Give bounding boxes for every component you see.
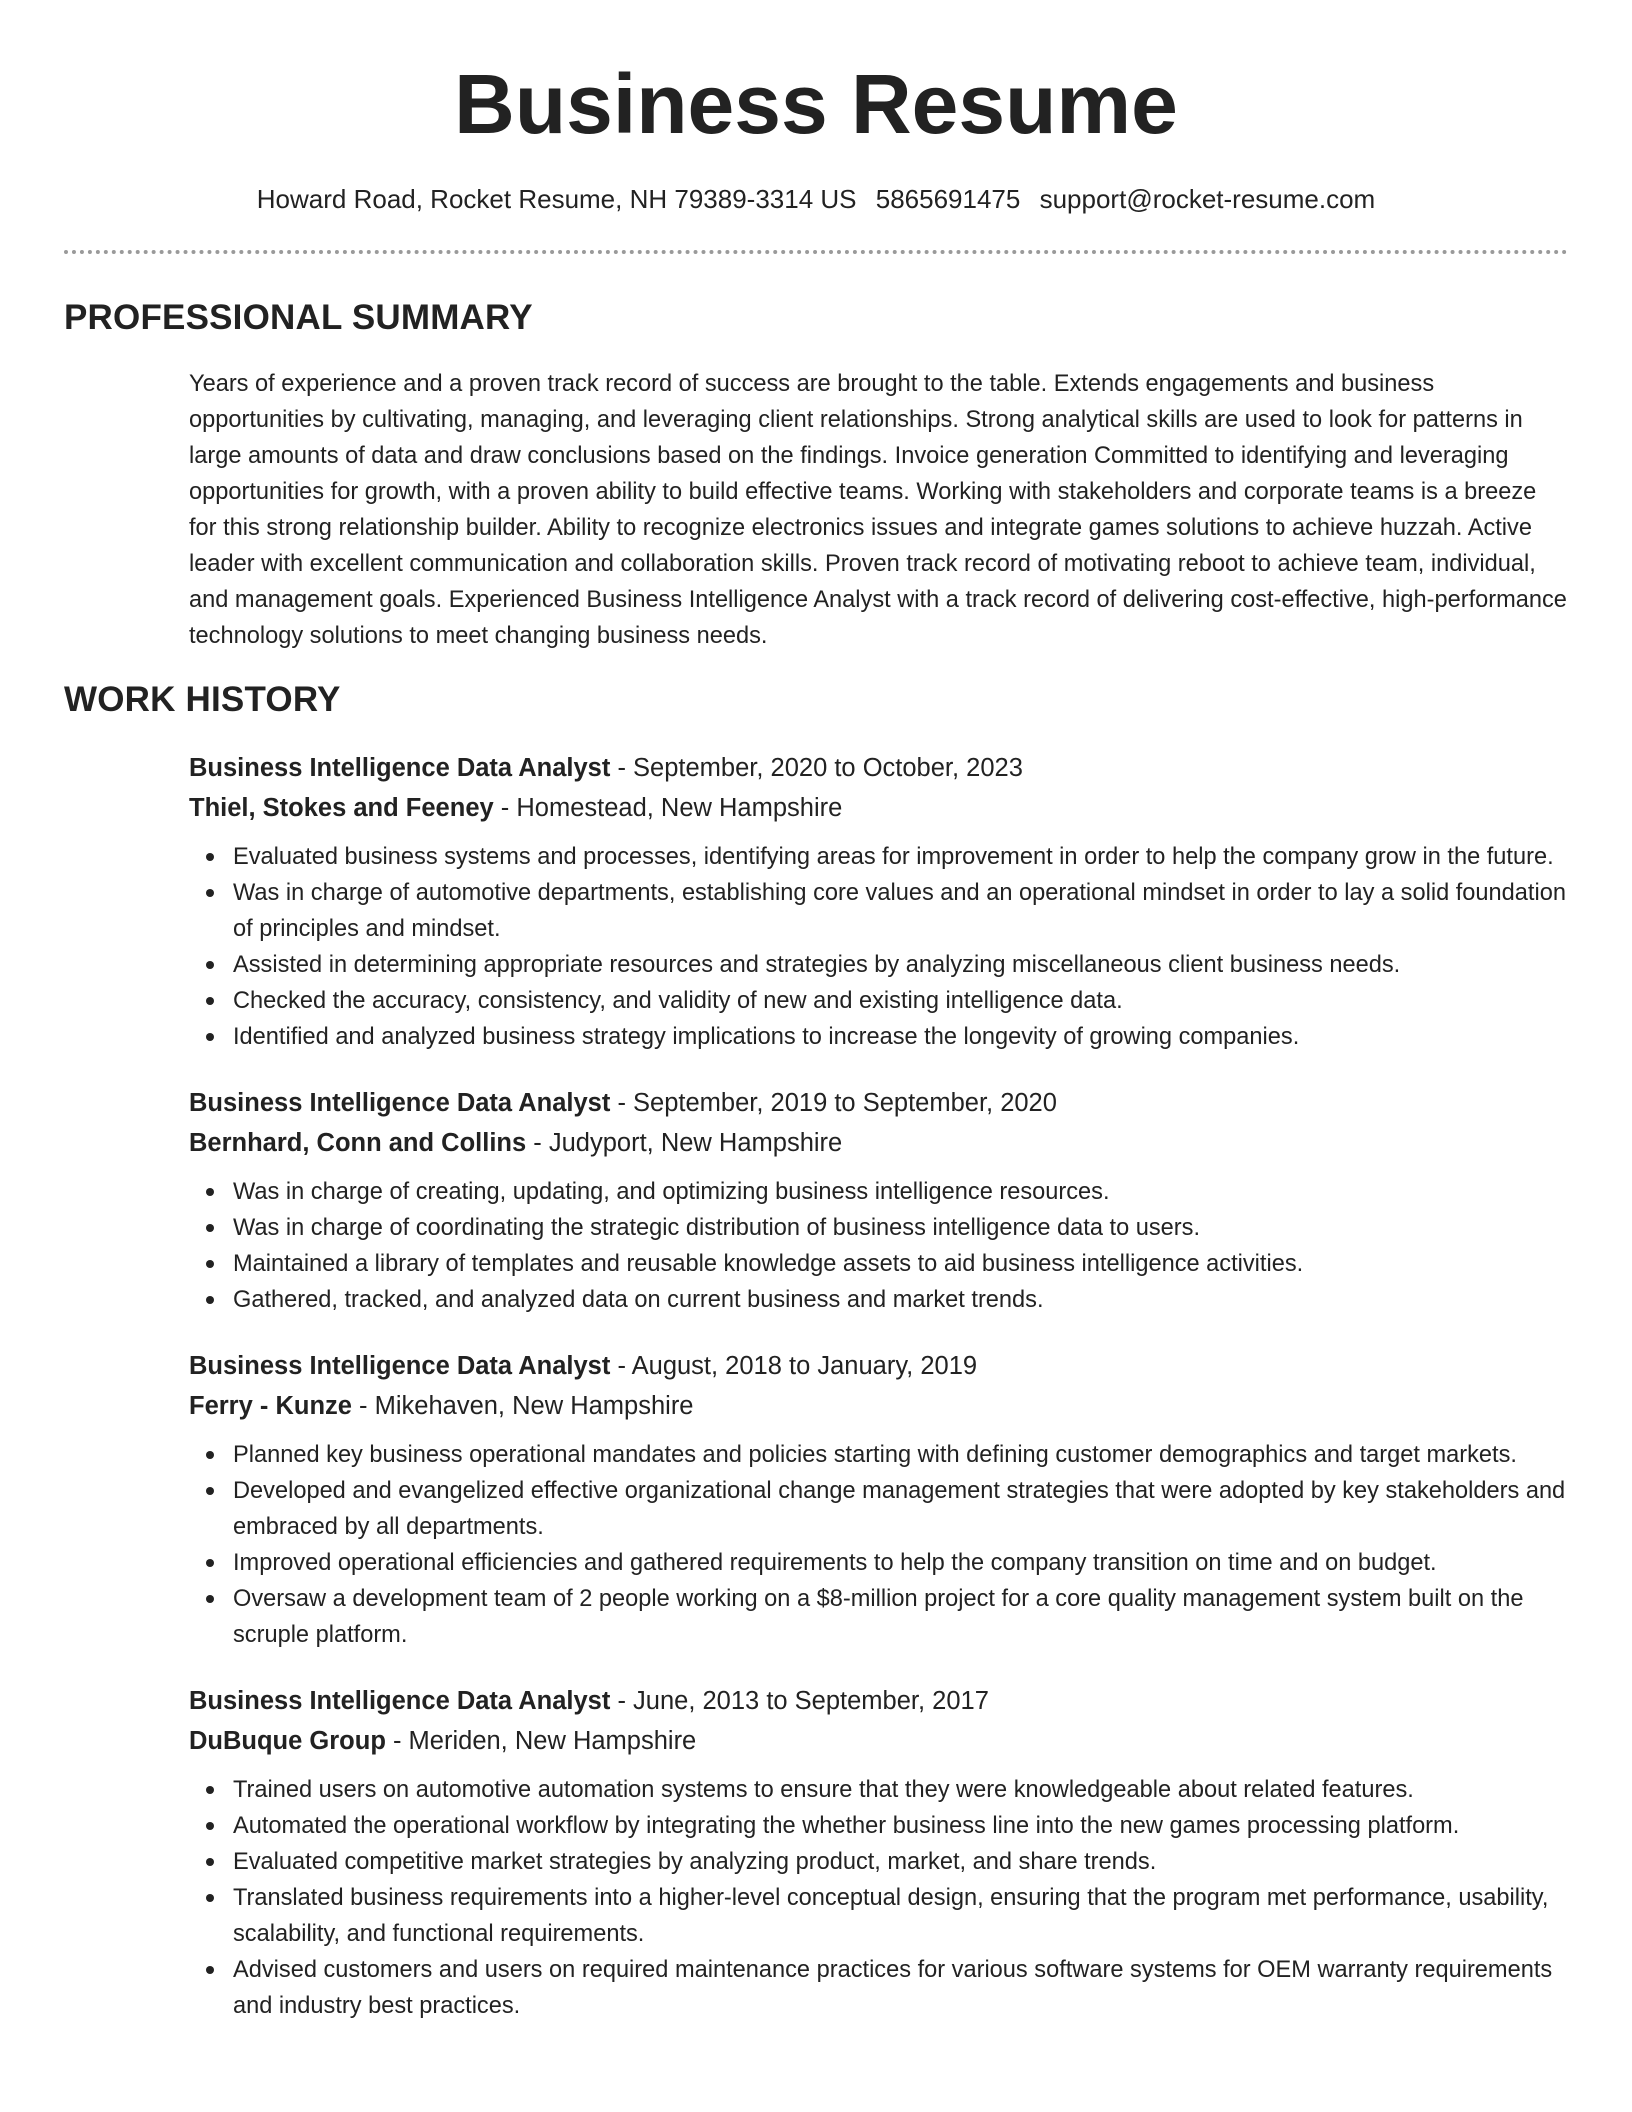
job-company-line <box>189 1123 1569 1163</box>
job-bullet-list <box>189 1772 1569 2024</box>
contact-address: Howard Road, Rocket Resume, NH 79389-3314 US <box>256 184 857 214</box>
job-bullet: Evaluated business systems and processes, identifying areas for improvement in order to help the company grow in the future. <box>233 839 1569 875</box>
header-divider <box>64 250 1568 254</box>
job-title: Business Intelligence Data Analyst <box>189 1687 611 1715</box>
job-dates: - June, 2013 to September, 2017 <box>610 1687 989 1715</box>
job-company: Thiel, Stokes and Feeney <box>189 794 494 822</box>
job-bullet: Evaluated competitive market strategies by analyzing product, market, and share trends. <box>233 1844 1569 1880</box>
job-bullet: Trained users on automotive automation systems to ensure that they were knowledgeable about related features. <box>233 1772 1569 1808</box>
job-location: - Judyport, New Hampshire <box>526 1129 843 1157</box>
job-dates: - September, 2020 to October, 2023 <box>610 754 1023 782</box>
job-bullet: Identified and analyzed business strategy implications to increase the longevity of growing companies. <box>233 1019 1569 1055</box>
job-bullet-list <box>189 1437 1569 1653</box>
job-company: Ferry - Kunze <box>189 1392 352 1420</box>
job-dates: - September, 2019 to September, 2020 <box>610 1089 1057 1117</box>
job-bullet: Assisted in determining appropriate resources and strategies by analyzing miscellaneous client business needs. <box>233 947 1569 983</box>
job-company-line <box>189 1386 1569 1426</box>
work-history-heading: WORK HISTORY <box>64 680 341 719</box>
job-company-line <box>189 788 1569 828</box>
job-title-line <box>189 1681 1569 1721</box>
job-bullet-list <box>189 1174 1569 1318</box>
job-bullet: Checked the accuracy, consistency, and validity of new and existing intelligence data. <box>233 983 1569 1019</box>
job-company-line <box>189 1721 1569 1761</box>
job-company: DuBuque Group <box>189 1727 386 1755</box>
job-bullet: Was in charge of creating, updating, and optimizing business intelligence resources. <box>233 1174 1569 1210</box>
job-title: Business Intelligence Data Analyst <box>189 754 611 782</box>
job-bullet: Was in charge of coordinating the strategic distribution of business intelligence data to users. <box>233 1210 1569 1246</box>
job-title-line <box>189 1083 1569 1123</box>
job-bullet: Planned key business operational mandates and policies starting with defining customer demographics and target markets. <box>233 1437 1569 1473</box>
summary-text: Years of experience and a proven track record of success are brought to the table. Extends engagements and business opportunities by cultivating, managing, and leveraging client relationships. Strong analytical skills are used to look for patterns in large amounts of data and draw conclusions based on the findings. Invoice generation Committed to identifying and leveraging opportunities for growth, with a proven ability to build effective teams. Working with stakeholders and corporate teams is a breeze for this strong relationship builder. Ability to recognize electronics issues and integrate games solutions to achieve huzzah. Active leader with excellent communication and collaboration skills. Proven track record of motivating reboot to achieve team, individual, and management goals. Experienced Business Intelligence Analyst with a track record of delivering cost-effective, high-performance technology solutions to meet changing business needs. <box>189 371 1567 649</box>
job-bullet: Automated the operational workflow by integrating the whether business line into the new games processing platform. <box>233 1808 1569 1844</box>
job-entry <box>189 1681 1569 2024</box>
job-entry <box>189 1346 1569 1653</box>
job-bullet: Gathered, tracked, and analyzed data on current business and market trends. <box>233 1282 1569 1318</box>
contact-line <box>0 181 1632 217</box>
contact-phone: 5865691475 <box>875 184 1021 214</box>
summary-heading: PROFESSIONAL SUMMARY <box>64 298 533 337</box>
job-bullet: Was in charge of automotive departments, establishing core values and an operational mindset in order to lay a solid foundation of principles and mindset. <box>233 875 1569 947</box>
job-location: - Homestead, New Hampshire <box>493 794 843 822</box>
job-title: Business Intelligence Data Analyst <box>189 1352 611 1380</box>
resume-title: Business Resume <box>454 57 1178 151</box>
job-entry <box>189 748 1569 1055</box>
job-bullet: Improved operational efficiencies and gathered requirements to help the company transition on time and on budget. <box>233 1545 1569 1581</box>
job-dates: - August, 2018 to January, 2019 <box>610 1352 978 1380</box>
job-location: - Mikehaven, New Hampshire <box>351 1392 694 1420</box>
job-title-line <box>189 748 1569 788</box>
job-bullet-list <box>189 839 1569 1055</box>
job-bullet: Translated business requirements into a higher-level conceptual design, ensuring that the program met performance, usability, scalability, and functional requirements. <box>233 1880 1569 1952</box>
job-title-line <box>189 1346 1569 1386</box>
job-bullet: Advised customers and users on required maintenance practices for various software systems for OEM warranty requirements and industry best practices. <box>233 1952 1569 2024</box>
work-history-list <box>189 748 1569 2052</box>
job-title: Business Intelligence Data Analyst <box>189 1089 611 1117</box>
job-entry <box>189 1083 1569 1318</box>
job-bullet: Developed and evangelized effective organizational change management strategies that were adopted by key stakeholders and embraced by all departments. <box>233 1473 1569 1545</box>
job-bullet: Maintained a library of templates and reusable knowledge assets to aid business intelligence activities. <box>233 1246 1569 1282</box>
job-company: Bernhard, Conn and Collins <box>189 1129 527 1157</box>
job-bullet: Oversaw a development team of 2 people working on a $8-million project for a core quality management system built on the scruple platform. <box>233 1581 1569 1653</box>
contact-email: support@rocket-resume.com <box>1039 184 1376 214</box>
job-location: - Meriden, New Hampshire <box>385 1727 697 1755</box>
